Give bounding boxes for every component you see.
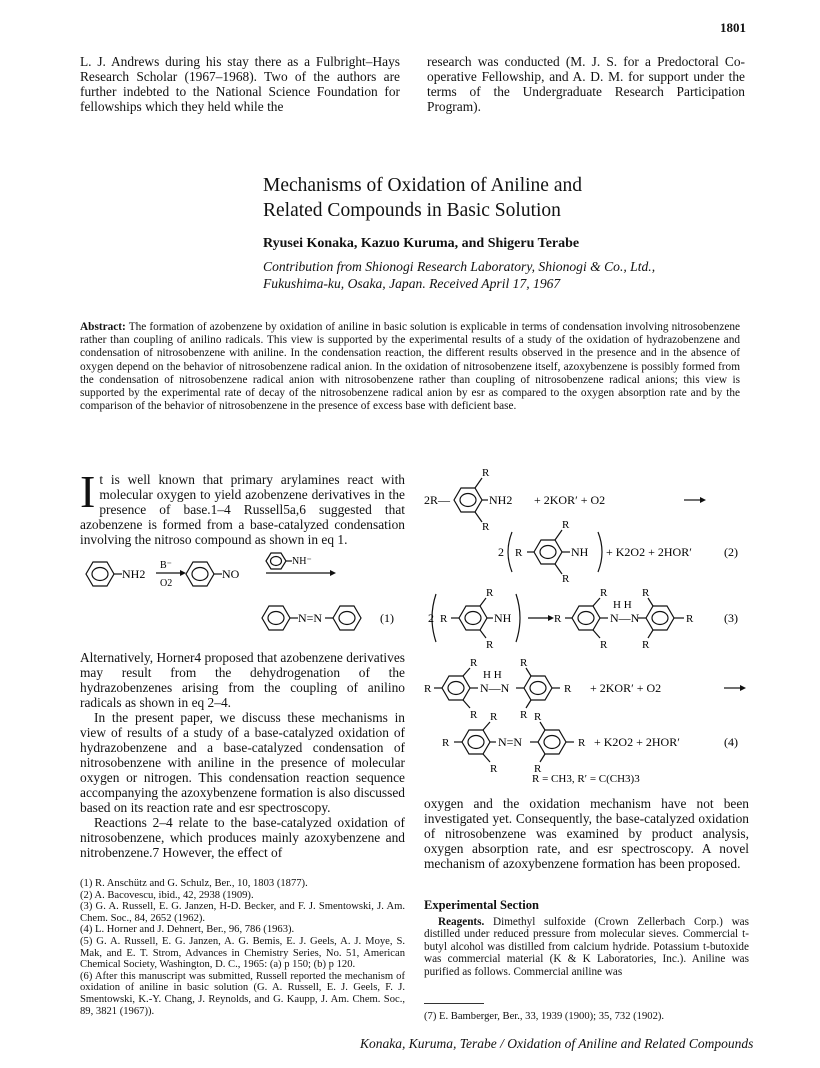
reagents-paragraph (424, 916, 749, 978)
eq2-products: + K2O2 + 2HOR′ (606, 545, 692, 559)
equations-2-4-diagram (424, 466, 750, 788)
r-substituent: R (490, 763, 498, 775)
running-footer: Konaka, Kuruma, Terabe / Oxidation of Aniline and Related Compounds (360, 1036, 754, 1051)
footnote-4: (4) L. Horner and J. Dehnert, Ber., 96, 786 (1963). (80, 924, 295, 936)
benzene-ring (266, 553, 286, 569)
benzene-ring (454, 488, 482, 512)
r-substituent: R (534, 711, 542, 723)
r-substituent: R (486, 639, 494, 651)
footnote-7: (7) E. Bamberger, Ber., 33, 1939 (1900); 35, 732 (1902). (424, 1011, 665, 1022)
benzene-ring (459, 606, 487, 630)
eq2-nh2-label: NH2 (489, 493, 513, 507)
eq3-nh-label: NH (494, 611, 512, 625)
eq1-base-label: B⁻ (160, 560, 172, 571)
r-substituent: R (642, 639, 650, 651)
eq1-number: (1) (380, 611, 394, 625)
section-heading: Experimental Section (424, 898, 539, 912)
left-body-text (80, 650, 405, 860)
r-substituent: R (482, 521, 490, 533)
eq1-nh-minus-label: NH⁻ (292, 556, 312, 567)
r-substituent: R (515, 547, 523, 559)
affiliation-line-1: Contribution from Shionogi Research Laboratory, Shionogi & Co., Ltd., (263, 259, 656, 274)
eq3-coefficient: 2 (428, 611, 434, 625)
footnotes-left (80, 878, 405, 1017)
r-substituent: R (470, 709, 478, 721)
benzene-ring (186, 562, 214, 586)
r-substituent: R (642, 587, 650, 599)
r-substituent: R (562, 519, 570, 531)
equation-1-diagram (80, 546, 405, 646)
eq2-reactant-label: 2R— (424, 493, 451, 507)
footnote-rule (424, 1003, 484, 1004)
benzene-ring (646, 606, 674, 630)
intro-paragraph (80, 466, 405, 547)
abstract-label: Abstract: (80, 321, 126, 333)
r-substituent: R (482, 467, 490, 479)
eq3-hydrogens: H H (613, 599, 632, 611)
drop-cap: I (80, 466, 96, 517)
benzene-ring (333, 606, 361, 630)
r-substituent: R (520, 657, 528, 669)
r-substituent: R (600, 639, 608, 651)
eq4-nn-label: N—N (480, 681, 510, 695)
eq2-coefficient: 2 (498, 545, 504, 559)
eq4-number: (4) (724, 735, 738, 749)
r-substituent: R (534, 763, 542, 775)
intro-text: t is well known that primary arylamines react with molecular oxygen to yield azobenzene derivatives in the presence of base.1–4 Russell5a,6 suggested that azobenzene is formed from a base-catalyzed condensation involving the nitroso compound as shown in eq 1. (80, 472, 405, 547)
eq2-number: (2) (724, 545, 738, 559)
benzene-ring (86, 562, 114, 586)
eq1-no-label: NO (222, 567, 240, 581)
benzene-ring (462, 730, 490, 754)
eq1-o2-label: O2 (160, 578, 173, 589)
article-title (263, 173, 723, 223)
right-body-text (424, 796, 749, 871)
paragraph-oxygen: oxygen and the oxidation mechanism have not been investigated yet. Consequently, the base-catalyzed oxidation of nitrosobenzene was examined by product analysis, oxygen absorption rate, and esr spectroscopy. A novel mechanism of azoxybenzene formation has been proposed. (424, 796, 749, 871)
benzene-ring (538, 730, 566, 754)
eq2-reagents: + 2KOR′ + O2 (534, 493, 606, 507)
r-substituent: R (520, 709, 528, 721)
paragraph-present-paper: In the present paper, we discuss these mechanisms in view of results of a study of a base-catalyzed oxidation of hydrazobenzene and a base-catalyzed condensation of nitrosobenzene with aniline in the presence of molecular oxygen or nitrogen. This condensation reaction sequence accompanying the azoxybenzene formation is also discussed based on its reaction rate and esr spectroscopy. (80, 710, 405, 815)
eq2-nh-label: NH (571, 545, 589, 559)
r-substituent: R (686, 613, 694, 625)
footnote-2: (2) A. Bacovescu, ibid., 42, 2938 (1909). (80, 889, 254, 901)
paragraph-horner: Alternatively, Horner4 proposed that azobenzene derivatives may result from the dehydrogenation of the hydrazobenzenes arising from the coupling of anilino radicals as shown in eq 2–4. (80, 650, 405, 710)
page-number: 1801 (720, 20, 746, 35)
footnote-3: (3) G. A. Russell, E. G. Janzen, H-D. Becker, and F. J. Smentowski, J. Am. Chem. Soc., 84, 2652 (1962). (80, 901, 405, 924)
r-substituent: R (440, 613, 448, 625)
benzene-ring (524, 676, 552, 700)
footnote-1: (1) R. Anschütz and G. Schulz, Ber., 10, 1803 (1877). (80, 878, 308, 889)
affiliation-line-2: Fukushima-ku, Osaka, Japan. Received April 17, 1967 (263, 276, 561, 291)
authors: Ryusei Konaka, Kazuo Kuruma, and Shigeru Terabe (263, 236, 580, 251)
r-substituent: R (554, 613, 562, 625)
r-definition: R = CH3, R′ = C(CH3)3 (532, 773, 640, 785)
eq3-nn-label: N—N (610, 611, 640, 625)
footnote-6: (6) After this manuscript was submitted, Russell reported the mechanism of oxidation of aniline in basic solution (G. A. Russell, E. J. Geels, F. J. Smentowski, K.-Y. Chang, J. Reynolds, and G. Kaupp, J. Am. Chem. Soc., 89, 3821 (1967)). (80, 970, 405, 1017)
footnote-5: (5) G. A. Russell, E. G. Janzen, A. G. Bemis, E. J. Geels, A. J. Moye, S. Mak, and E. T. Strom, Advances in Chemistry Series, No. 51, American Chemical Society, Washington, D. C., 1965: (a) p 150; (b) p 120. (80, 935, 405, 971)
abstract (80, 321, 740, 413)
r-substituent: R (600, 587, 608, 599)
reagents-label: Reagents. (438, 916, 485, 928)
eq4-hydrogens: H H (483, 669, 502, 681)
r-substituent: R (490, 711, 498, 723)
r-substituent: R (564, 683, 572, 695)
benzene-ring (572, 606, 600, 630)
eq1-azo-label: N=N (298, 611, 323, 625)
title-line-1: Mechanisms of Oxidation of Aniline and (263, 175, 582, 196)
benzene-ring (262, 606, 290, 630)
r-substituent: R (578, 737, 586, 749)
title-line-2: Related Compounds in Basic Solution (263, 200, 561, 221)
eq3-number: (3) (724, 611, 738, 625)
eq4-reagents: + 2KOR′ + O2 (590, 681, 662, 695)
carryover-text-right: research was conducted (M. J. S. for a Predoctoral Co-operative Fellowship, and A. D. M. for support under the terms of the Undergraduate Research Participation Program). (427, 54, 745, 114)
eq4-azo-label: N=N (498, 735, 523, 749)
affiliation (263, 258, 733, 292)
r-substituent: R (486, 587, 494, 599)
abstract-text: The formation of azobenzene by oxidation of aniline in basic solution is explicable in terms of condensation involving nitrosobenzene rather than coupling of anilino radicals. This view is supported by the experimental results of a study of the oxidation of hydrazobenzene and condensation of nitrosobenzene with aniline. In the condensation reaction, the different results observed in the presence and in the absence of oxygen depend on the behavior of nitrosobenzene radical anion. In the oxidation of nitrosobenzene itself, azoxybenzene is possibly formed from the condensation of nitrosobenzene radical anion with nitrosobenzene rather than coupling of nitrosobenzene radical anions; this view is supported by the experimental rate of decay of the nitrosobenzene radical anion by esr as compared to the oxygen absorption rate and by the comparison of the behavior of nitrosobenzene in the presence of excess base with deficient base. (80, 321, 741, 413)
carryover-text-left: L. J. Andrews during his stay there as a Fulbright–Hays Research Scholar (1967–1968). Two of the authors are further indebted to the National Science Foundation for fellowships which they held while the (80, 54, 400, 114)
reagents-text: Dimethyl sulfoxide (Crown Zellerbach Corp.) was distilled under reduced pressure from molecular sieves. Commercial t-butyl alcohol was distilled from calcium hydride. Potassium t-butoxide was commercial material (K & K Laboratories, Inc.). Aniline was purified as follows. Commercial aniline was (424, 916, 749, 978)
r-substituent: R (424, 683, 432, 695)
eq1-nh2-label: NH2 (122, 567, 146, 581)
eq4-products: + K2O2 + 2HOR′ (594, 735, 680, 749)
r-substituent: R (470, 657, 478, 669)
r-substituent: R (442, 737, 450, 749)
benzene-ring (534, 540, 562, 564)
paragraph-reactions: Reactions 2–4 relate to the base-catalyzed oxidation of nitrosobenzene, which produces mainly azoxybenzene and nitrobenzene.7 However, the effect of (80, 815, 405, 860)
r-substituent: R (562, 573, 570, 585)
benzene-ring (442, 676, 470, 700)
